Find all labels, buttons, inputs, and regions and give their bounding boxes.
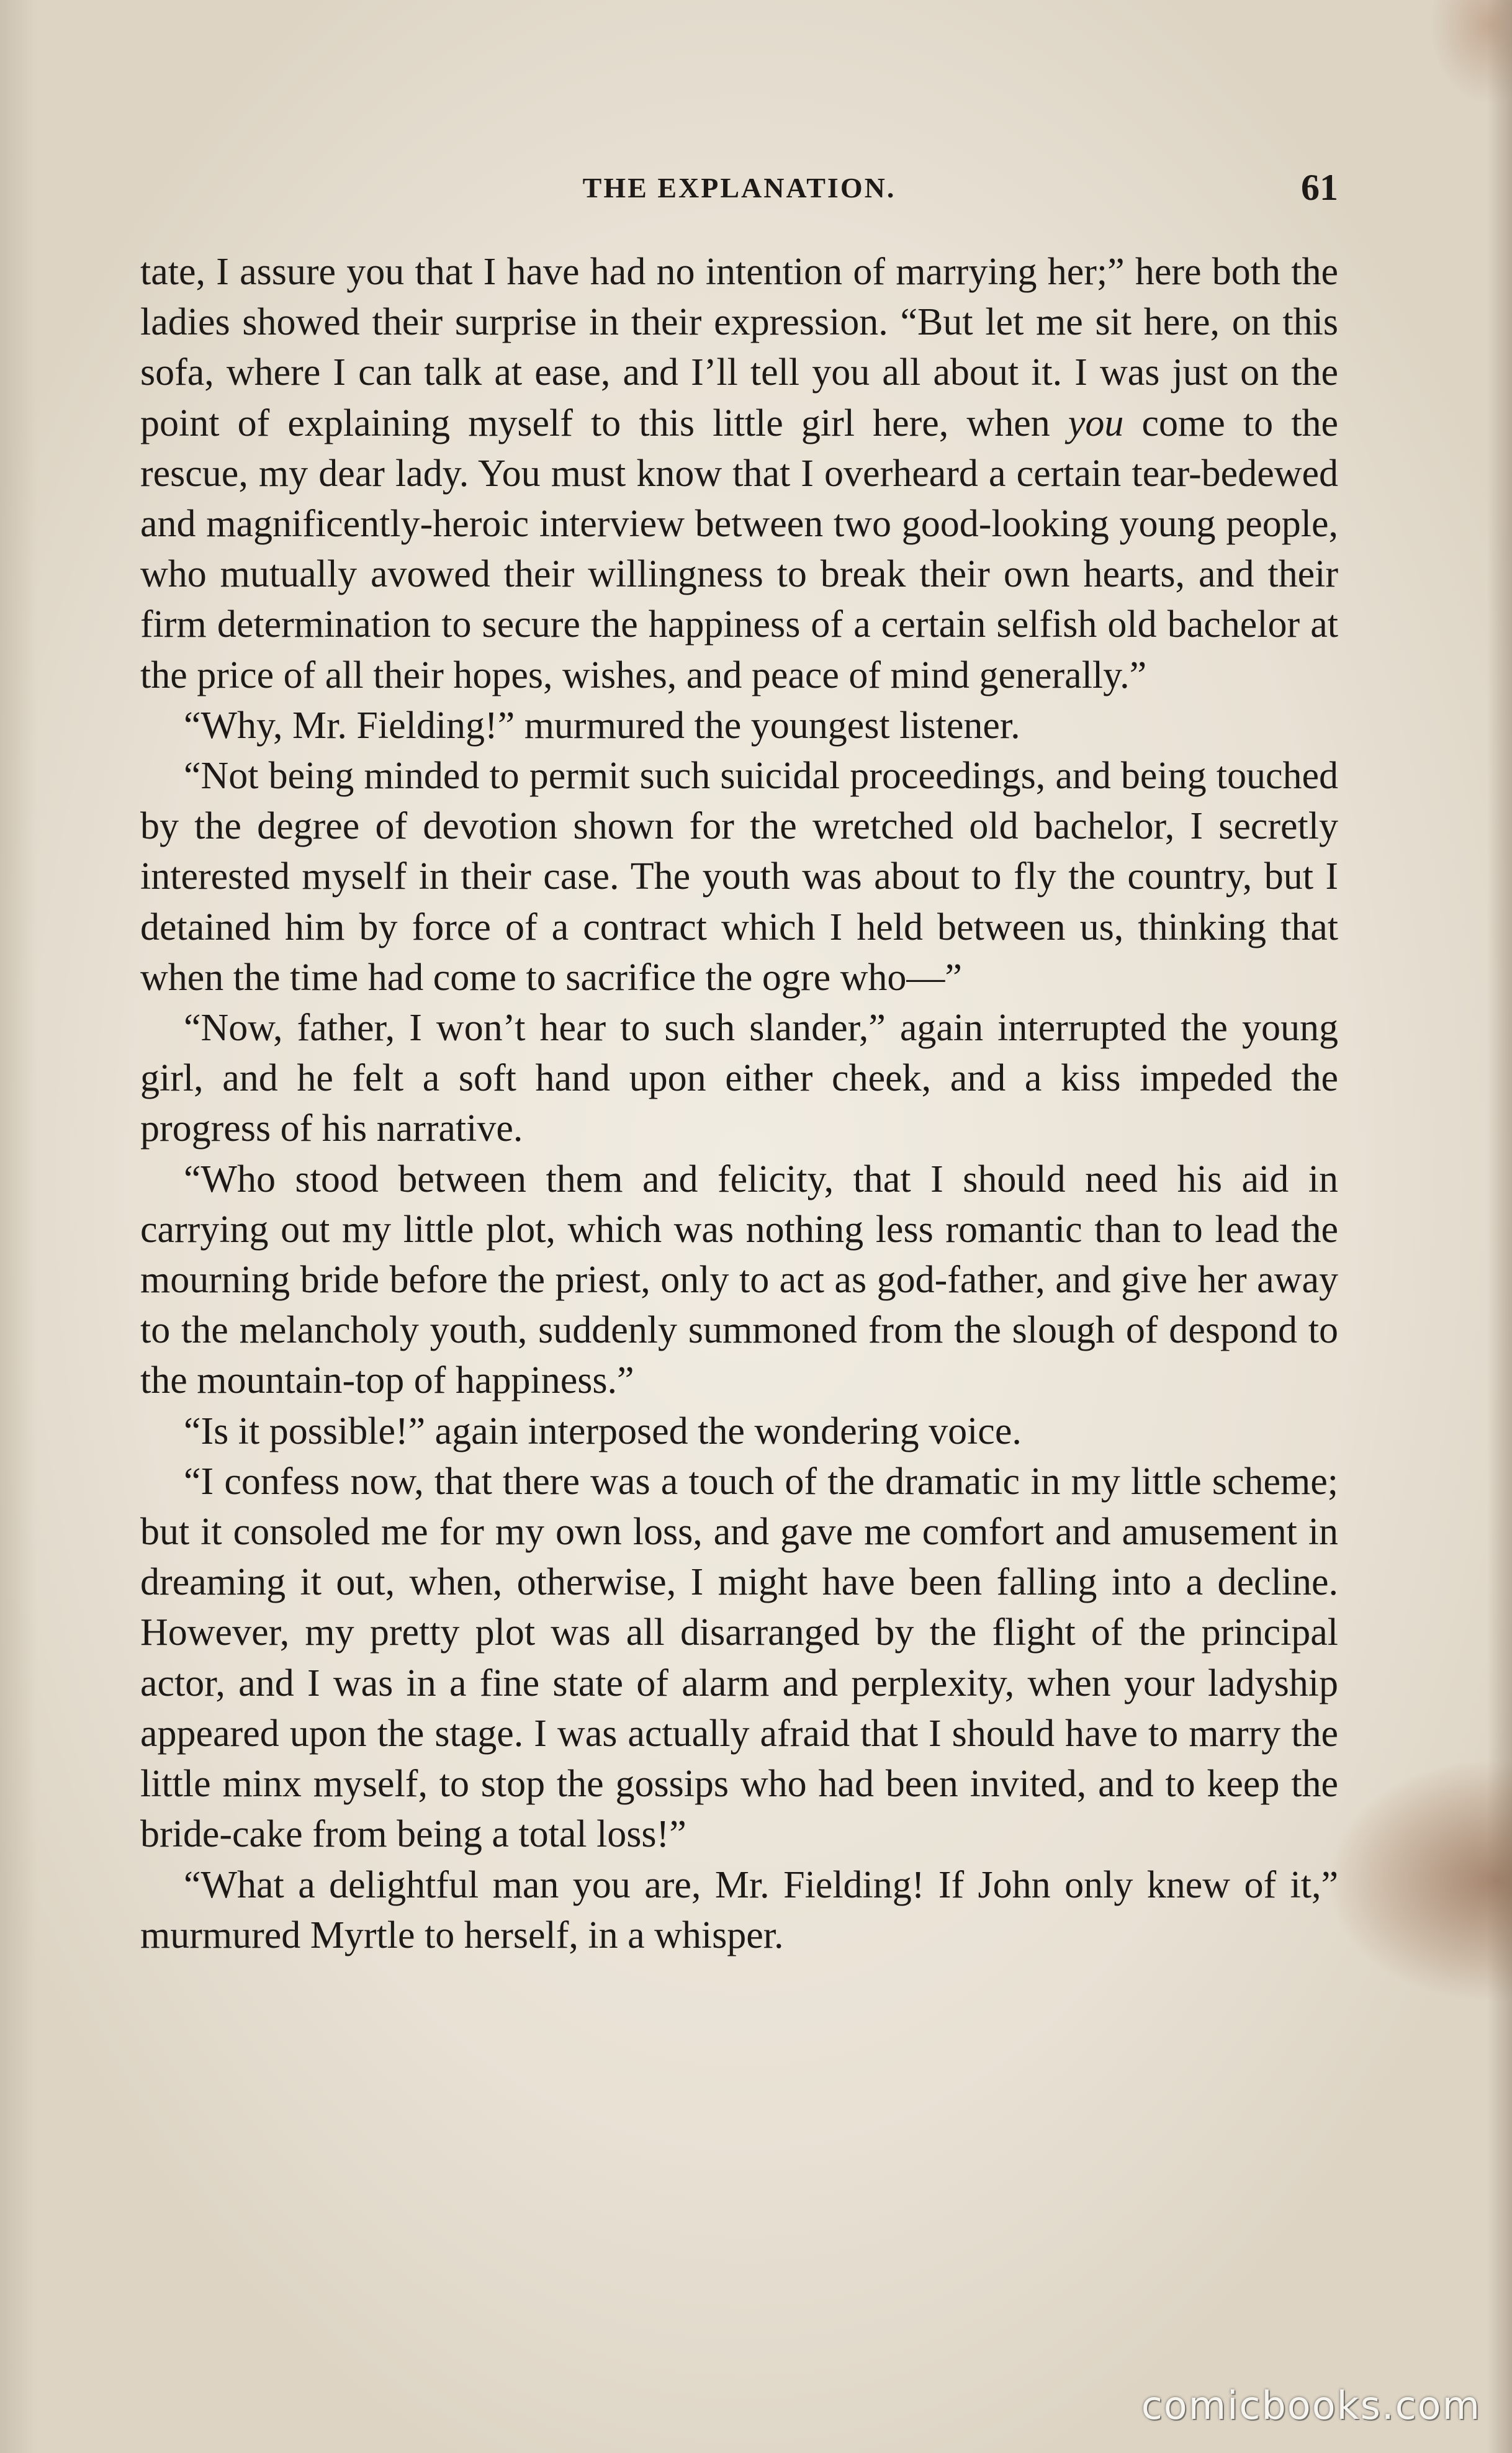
paragraph: “I confess now, that there was a touch of the dramatic in my little scheme; but it consoled me for my own loss, and gave me comfort and amusement in dreaming it out, when, otherwise, I might have been falling into a decline. However, my pretty plot was all disarranged by the flight of the principal actor, and I was in a fine state of alarm and perplexity, when your ladyship appeared upon the stage. I was actually afraid that I should have to marry the little minx myself, to stop the gossips who had been invited, and to keep the bride-cake from being a total loss!” — [140, 1460, 1338, 1856]
paragraph: “Is it possible!” again interposed the wondering voice. — [184, 1410, 1022, 1452]
paragraph-text: come to the rescue, my dear lady. You must know that I overheard a certain tear-bedewed and magnificently-heroic interview between two good-looking young people, who mutually avowed their willingness to break their own hearts, and their firm determination to secure the happiness of a certain selfish old bachelor at the price of all their hopes, wishes, and peace of mind generally.” — [140, 402, 1338, 696]
paragraph: “Who stood between them and felicity, that I should need his aid in carrying out my little plot, which was nothing less romantic than to lead the mourning bride before the priest, only to act as god-father, and give her away to the melancholy youth, suddenly summoned from the slough of despond to the mountain-top of happiness.” — [140, 1158, 1338, 1402]
running-head — [140, 166, 1338, 210]
body-text — [140, 247, 1338, 1961]
paragraph: “Now, father, I won’t hear to such slander,” again interrupted the young girl, and he felt a soft hand upon either cheek, and a kiss impeded the progress of his narrative. — [140, 1007, 1338, 1150]
paragraph: “Not being minded to permit such suicidal proceedings, and being touched by the degree of devotion shown for the wretched old bachelor, I secretly interested myself in their case. The youth was about to fly the country, but I detained him by force of a contract which I held between us, thinking that when the time had come to sacrifice the ogre who—” — [140, 755, 1338, 999]
page-number: 61 — [1301, 167, 1338, 208]
paragraph: “What a delightful man you are, Mr. Fielding! If John only knew of it,” murmured Myrtle to herself, in a whisper. — [140, 1863, 1338, 1956]
chapter-title: THE EXPLANATION. — [582, 172, 896, 204]
watermark: comicbooks.com — [1141, 2383, 1481, 2428]
emphasized-word: you — [1068, 402, 1124, 444]
paragraph — [140, 247, 1338, 701]
paragraph: “Why, Mr. Fielding!” murmured the youngest listener. — [184, 704, 1020, 747]
paragraph-text: tate, I assure you that I have had no intention of marrying her;” here both the ladies showed their surprise in their expression. “But let me sit here, on this sofa, where I can talk at ease, and I’ll tell you all about it. I was just on the point of explaining myself to this little girl here, when — [140, 251, 1338, 444]
